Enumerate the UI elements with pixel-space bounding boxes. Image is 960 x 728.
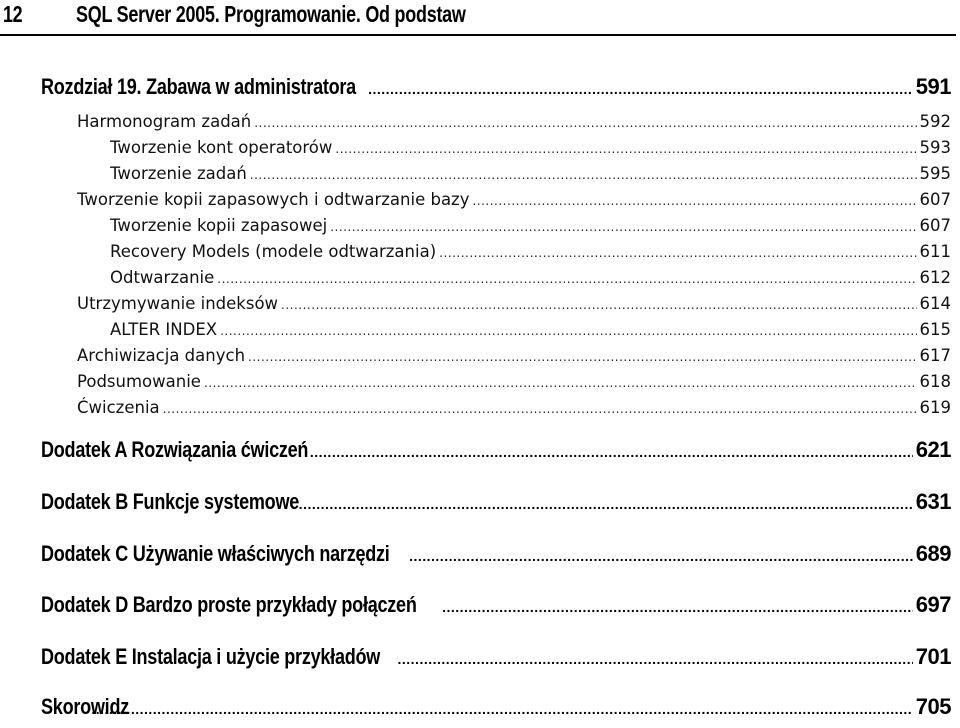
dot-leader [299,496,913,512]
section-page: 593 [919,138,951,157]
index-title: Skorowidz [41,694,129,719]
section-page: 592 [919,112,951,131]
section-title: Tworzenie kopii zapasowych i odtwarzanie bazy [77,190,470,209]
page-header [0,0,960,34]
toc-subsection [77,242,951,268]
section-title: Recovery Models (modele odtwarzania) [110,242,437,261]
toc-appendix-e [41,644,951,678]
chapter-title: Rozdział 19. Zabawa w administratora [41,74,356,99]
appendix-page: 631 [915,489,951,514]
chapter-page: 591 [915,74,951,99]
section-title: Tworzenie zadań [110,164,247,183]
appendix-page: 701 [915,644,951,669]
dot-leader [398,651,913,667]
toc-subsection [77,164,951,190]
toc-subsection [77,138,951,164]
dot-leader [409,548,913,564]
dot-leader [204,376,917,390]
section-title: Tworzenie kont operatorów [110,138,333,157]
toc-appendix-a [41,437,951,471]
section-title: ALTER INDEX [110,320,218,339]
dot-leader [248,350,916,364]
appendix-page: 689 [915,541,951,566]
dot-leader [310,444,913,460]
section-page: 615 [919,320,951,339]
toc-subsection [77,268,951,294]
toc-section [77,294,951,320]
toc-subsection [77,216,951,242]
page-number: 12 [3,1,23,27]
section-page: 595 [919,164,951,183]
toc-appendix-d [41,592,951,626]
toc-subsection [77,320,951,346]
appendix-page: 621 [915,437,951,462]
dot-leader [281,298,916,312]
appendix-title: Dodatek C Używanie właściwych narzędzi [41,541,390,566]
dot-leader [330,220,916,234]
index-page: 705 [915,694,951,719]
dot-leader [442,599,913,615]
section-title: Harmonogram zadań [77,112,252,131]
dot-leader [217,272,916,286]
appendix-title: Dodatek A Rozwiązania ćwiczeń [41,437,309,462]
dot-leader [250,168,917,182]
toc-appendix-c [41,541,951,575]
section-title: Tworzenie kopii zapasowej [110,216,328,235]
toc-section [77,372,951,398]
section-page: 617 [919,346,951,365]
header-rule [0,34,956,36]
toc-section [77,112,951,138]
toc-section [77,190,951,216]
section-page: 619 [919,398,951,417]
section-title: Ćwiczenia [77,398,160,417]
section-page: 618 [919,372,951,391]
dot-leader [439,246,916,260]
appendix-title: Dodatek D Bardzo proste przykłady połączeń [41,592,417,617]
toc-appendix-b [41,489,951,523]
toc-section [77,346,951,372]
toc-section [77,398,951,424]
toc-chapter-19 [41,74,951,108]
section-page: 612 [919,268,951,287]
appendix-title: Dodatek B Funkcje systemowe [41,489,300,514]
book-title: SQL Server 2005. Programowanie. Od podstaw [76,1,466,27]
dot-leader [91,701,912,717]
section-page: 614 [919,294,951,313]
toc-index [41,694,951,728]
dot-leader [335,142,916,156]
section-title: Odtwarzanie [110,268,215,287]
dot-leader [472,194,916,208]
appendix-page: 697 [915,592,951,617]
dot-leader [220,324,916,338]
section-title: Podsumowanie [77,372,201,391]
section-page: 607 [919,190,951,209]
dot-leader [368,81,913,97]
dot-leader [254,116,916,130]
section-title: Archiwizacja danych [77,346,246,365]
section-title: Utrzymywanie indeksów [77,294,279,313]
dot-leader [163,402,917,416]
section-page: 611 [919,242,951,261]
appendix-title: Dodatek E Instalacja i użycie przykładów [41,644,381,669]
section-page: 607 [919,216,951,235]
